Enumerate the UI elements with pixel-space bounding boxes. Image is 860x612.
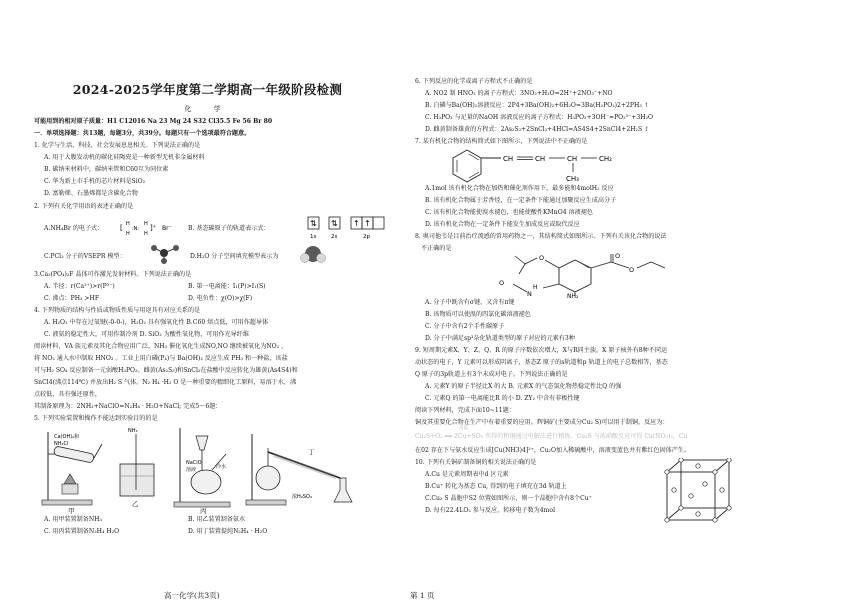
- q9-stem-1: 9. 短周期元素X、Y、Z、Q、R 的原子序数依次增大，X与R同主族，X 原子核外有8种不同运: [415, 347, 668, 354]
- reagent-label-h2so4: 浓H₂SO₄: [292, 494, 312, 500]
- q5-option-d: D. 用丁装置提纯N₂H₄ · H₂O: [188, 528, 268, 535]
- svg-text:H: H: [144, 221, 148, 227]
- reagent-label-caoh2: Ca(OH)₂和: [54, 434, 80, 440]
- q7-option-c: C. 该有机化合物能使溴水褪色，也能使酸性KMnO4 溶液褪色: [425, 209, 593, 216]
- q5-option-a: A. 用甲装置制备NH₃: [44, 516, 102, 523]
- atomic-masses: 可能用到的相对原子质量：H1 C12016 Na 23 Mg 24 S32 Cl35.5 Fe 56 Br 80: [34, 118, 273, 125]
- footer-left: 高一化学(共3页): [164, 591, 220, 600]
- q8-stem-cont: 不正确的是: [421, 245, 452, 252]
- q3-stem: 3.Ca₃(PO₄)₂F 晶体可作激光发射材料。下列说法正确的是: [34, 271, 192, 278]
- q7-option-a: A.1mol 该有机化合物在加热和催化剂作用下，最多能和4molH₂ 反应: [425, 185, 614, 192]
- reagent-label-naclo: NaClO: [186, 460, 202, 466]
- electron-dot-figure: [118, 216, 180, 238]
- q4-stem: 4. 下列物质的结构与性质或物质性质与用途具有对应关系的是: [34, 307, 201, 314]
- formula-label-n: N: [527, 290, 532, 298]
- q4-options-cd: C. 液氨的稳定性大，可用作制冷剂 D. SiO₂ 为酸性氧化物，可用作光导纤维: [44, 331, 249, 338]
- formula-label-ch3: CH₃: [566, 175, 579, 183]
- formula-label-ch-2: CH: [535, 155, 546, 163]
- q7-stem: 7. 某有机化合物的结构简式如下图所示，下列说法中不正确的是: [415, 138, 588, 145]
- space-filling-model: [300, 244, 326, 264]
- q6-option-a: A. NO2 制 HNO₃ 的离子方程式：3NO₂+H₂O=2H⁺+2NO₃⁻+NO: [425, 90, 613, 97]
- unit-cell-figure: [663, 458, 735, 524]
- q10-option-d: D. 每有22.4LO₂ 参与反应，转移电子数为4mol: [425, 507, 556, 514]
- q6-stem: 6. 下列反应的化学或离子方程式不正确的是: [415, 78, 533, 85]
- q3-option-a: A. 半径：r(Ca²⁺)>r(P³⁻): [44, 283, 115, 290]
- reading-line-4: SnCl4(沸点114℃) 并放出H₂ S 气体。N₂ H₄ ·H₂ O 是一种重要的精细化工原料，易溶于水，沸: [34, 379, 297, 386]
- svg-text:]⁺: ]⁺: [150, 224, 157, 232]
- formula-label-o-3: O: [615, 252, 621, 260]
- svg-text:H: H: [126, 231, 130, 237]
- vsepr-model: [150, 244, 180, 264]
- q3-option-c: C. 沸点：PH₃ >HF: [44, 295, 100, 302]
- q1-option-b: B. 碳纳米材料中，碳纳米管和C60互为同位素: [44, 166, 169, 173]
- copper-reading-2: 在02 存在下与氨水反应生成[Cu(NH3)4]²⁺，Cu₂O加入稀硫酸中，溶液变蓝色并有紫红色固体产生。: [415, 447, 691, 454]
- q1-stem: 1. 化学与生活、科技、社会发展息息相关。下列说法正确的是: [34, 142, 201, 149]
- formula-label-o-2: O: [499, 279, 505, 287]
- q7-option-d: D. 该有机化合物在一定条件下能发生加成反应或取代反应: [425, 221, 580, 228]
- q2-option-d: D.H₂O 分子空间填充模型表示为: [190, 253, 279, 260]
- apparatus-yi: [120, 428, 154, 508]
- formula-label-ch2: CH₂: [599, 155, 612, 163]
- reading-line-2: 将 NO₂ 通入水中制取 HNO₃ 。工业上用白磷(P₄)与 Ba(OH)₂ 反应生成 PH₃ 和一种盐，该盐: [34, 355, 288, 362]
- svg-text:↑: ↑: [364, 219, 371, 228]
- formula-label-nh2: NH₂: [567, 293, 579, 298]
- faint-reaction-line: Cu₂S+O₂ ══ 2Cu+SO₂ 所得的粗铜通过电解法进行精炼。Cu₂S 与浓硝酸反应可得 Cu(NO₃)₂，Cu: [415, 433, 688, 440]
- svg-text:H: H: [126, 221, 130, 227]
- q2-option-c: C.PCl₃ 分子的VSEPR 模型：: [44, 253, 126, 260]
- q8-option-a: A. 分子中既含有σ键，又含有π键: [425, 299, 515, 306]
- formula-label-h: H: [533, 284, 538, 291]
- q8-option-c: C. 分子中含有2个手性碳原子: [425, 323, 505, 330]
- apparatus-jia: [42, 432, 102, 514]
- q8-option-d: D. 分子中满足sp³杂化轨道类型的原子对应的元素有3种: [425, 335, 575, 342]
- q1-option-a: A. 用于大腹发动机的碳化硅陶瓷是一种新型无机非金属材料: [44, 154, 205, 161]
- q9-stem-2: 动状态的电子，Y 元素可以形成阴离子，基态Z 原子的s轨道和p 轨道上的电子总数相等，基态: [415, 359, 668, 366]
- copper-reading-1: 铜及其重要化合物在生产中有着重要的应用。辉铜矿(主要成分Cu₂ S)可以用于制铜，反应为：: [415, 419, 669, 426]
- apparatus-label-yi: 乙: [132, 500, 139, 508]
- reading-heading: 阅读下列材料，完成下面10~11题：: [415, 407, 515, 414]
- q8-structure: [495, 252, 695, 298]
- formula-label-o-4: O: [629, 266, 635, 274]
- q6-option-c: C. H₃PO₂ 与足量的NaOH 溶液反应的离子方程式：H₃PO₂+3OH⁻=PO₂³⁻+3H₂O: [425, 114, 654, 121]
- svg-text:↑: ↑: [353, 219, 360, 228]
- q1-option-d: D. 富勒烯、石墨烯都是含碳化合物: [44, 190, 138, 197]
- formula-label-ch-3: CH: [567, 155, 578, 163]
- reagent-label-nh3: NH₃: [128, 428, 138, 434]
- orbital-label-2s: 2s: [331, 234, 338, 240]
- q5-option-b: B. 用乙装置制备氨水: [188, 516, 246, 523]
- svg-text:⇅: ⇅: [331, 219, 338, 228]
- q6-option-d: D. 雌黄制备雄黄的方程式：2As₂S₃+2SnCl₂+4HCl=AS4S4+2SnCl4+2H₂S ↑: [425, 126, 650, 133]
- orbital-diagram: [307, 216, 405, 242]
- apparatus-label-jia: 甲: [68, 507, 75, 514]
- reading-line-1: 阅读材料，VA 族元素及其化合物应用广泛。NH₃ 催化氧化生成NO,NO 继续被氧化为NO₂ ，: [34, 343, 288, 350]
- reagent-label-solution: 溶液: [186, 467, 197, 473]
- apparatus-label-bing: 丙: [200, 507, 207, 514]
- q10-option-c: C.Cu₂ S 晶胞中S2 位置如图所示，则一个晶胞中含有8个Cu⁺: [425, 495, 592, 502]
- svg-text:[: [: [120, 224, 123, 232]
- q2-stem: 2. 下列有关化学用语的表述正确的是: [34, 203, 134, 210]
- q10-stem: 10. 下列有关铜矿制备铜的相关说法正确的是: [415, 459, 537, 466]
- svg-text:H: H: [144, 231, 148, 237]
- reagent-label-nh4cl: NH₄Cl: [54, 441, 69, 447]
- apparatus-label-ding: 丁: [308, 448, 315, 456]
- q4-options-ab: A. H₂O₂ 中存在过氧键(-0-0-)，H₂O₂ 具有强氧化性 B.C60 熔点低，可用作超导体: [44, 319, 269, 326]
- q5-stem: 5. 下列实验装置和操作不能达到实验目的的是: [34, 415, 158, 422]
- svg-text:⇅: ⇅: [310, 219, 317, 228]
- q7-structure: [445, 146, 675, 186]
- apparatus-ding: [246, 434, 352, 505]
- q7-option-b: B. 该有机化合物属于芳香烃，在一定条件下能通过加聚反应生成高分子: [425, 197, 617, 204]
- q9-stem-3: Q 原子的3p轨道上有3个未成对电子。下列说法正确的是: [415, 371, 568, 378]
- orbital-label-1s: 1s: [310, 234, 317, 240]
- apparatus-figure: [40, 424, 380, 514]
- q9-options-cd: C. 元素Q 的第一电离能比R 的小 D. ZY₂ 中含有非极性键: [425, 395, 580, 402]
- faint-arrow-label: 高温: [459, 426, 468, 431]
- svg-text:Br⁻: Br⁻: [162, 225, 172, 232]
- q8-option-b: B. 该物质可以使溴的四氯化碳溶液褪色: [425, 311, 531, 318]
- q10-option-a: A.Cu 是元素周期表中d 区元素: [425, 471, 509, 478]
- section-heading: 一．单项选择题：共13题，每题3分，共39分。每题只有一个选项最符合题意。: [34, 130, 251, 137]
- footer-page-number: 第 1 页: [410, 591, 435, 600]
- apparatus-bing: [174, 428, 230, 514]
- reagent-label-coldwater: 冷水: [216, 464, 227, 470]
- reading-line-3: 可与H₂ SO₄ 反应制备一元弱酸H₃PO₂。雌黄(As₂S₃)和SnCl₂在盐酸中反应转化为雄黄(As4S4)和: [34, 367, 298, 374]
- exam-title: 2024-2025学年度第二学期高一年级阶段检测: [72, 82, 343, 97]
- reading-line-5: 点较低，具有强还原性，: [34, 391, 102, 398]
- svg-text::N:: :N:: [132, 226, 140, 232]
- q3-option-d: D. 电负性：χ(O)>χ(F): [188, 295, 253, 302]
- orbital-label-2p: 2p: [363, 234, 370, 240]
- q9-options-ab: A. 元素Y 的原子半径比X 的大 B. 元素X 的气态氢化物热稳定性比Q 的强: [425, 383, 622, 390]
- q1-option-c: C. 华为新上市手机的芯片材料是SiO₂: [44, 178, 146, 185]
- q6-option-b: B. 白磷与Ba(OH)₂溶液反应：2P4+3Ba(OH)₂+6H₂O=3Ba(H₂PO₂)2+2PH₃ ↑: [425, 102, 649, 109]
- q2-option-b: B. 基态碳原子的轨道表示式：: [188, 225, 270, 232]
- q3-option-b: B. 第一电离能：I₁(P)>I₁(S): [188, 283, 266, 290]
- formula-label-ch-1: CH: [503, 155, 514, 163]
- q5-option-c: C. 用丙装置制备N₂H₄ H₂O: [44, 528, 120, 535]
- formula-label-o-1: O: [539, 254, 545, 262]
- subject-label: 化 学: [184, 105, 231, 113]
- q8-stem: 8. 奥司他韦是目前治疗流感的常用药物之一，其结构简式如图所示。下列有关该化合物的说法: [415, 233, 667, 240]
- reading-line-6: 其制备原理为：2NH₃+NaClO=N₂H₄ · H₂O+NaCl; 完成5～6题：: [34, 403, 222, 410]
- q10-option-b: B.Cu⁺ 转化为基态 Cu, 得到的电子填充在3d 轨道上: [425, 483, 567, 490]
- q2-option-a: A.NH₄Br 的电子式：: [44, 225, 104, 232]
